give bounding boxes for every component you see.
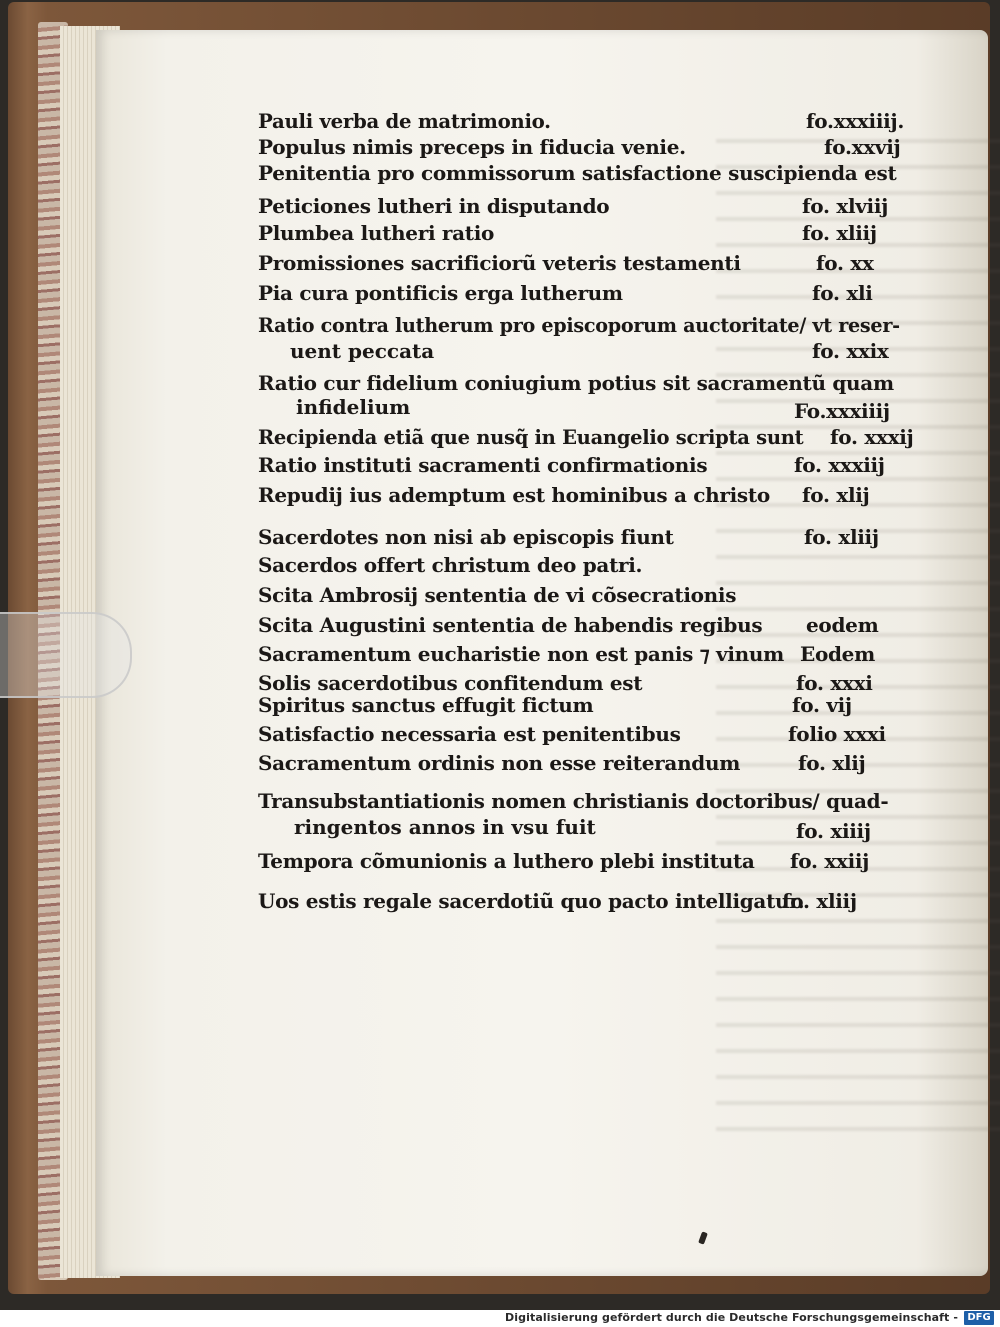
entry-text: Ratio instituti sacramenti confirmationis — [258, 453, 708, 477]
index-entry — [258, 312, 928, 338]
folio-ref-line — [794, 398, 890, 424]
entry-text: Penitentia pro commissorum satisfactione suscipienda est — [258, 161, 897, 185]
entry-text: Transubstantiationis nomen christianis doctoribus/ quad- — [258, 789, 889, 813]
entry-text: Spiritus sanctus effugit fictum — [258, 693, 594, 717]
entry-continuation — [294, 814, 596, 840]
index-entry — [258, 524, 879, 550]
folio-ref: fo. xxxiij — [794, 453, 885, 477]
entry-text: Recipienda etiã que nusq̃ in Euangelio scripta sunt — [258, 425, 804, 449]
index-entry — [258, 452, 885, 478]
entry-text: Repudij ius ademptum est hominibus a christo — [258, 483, 770, 507]
folio-ref: eodem — [806, 613, 879, 637]
entry-text: Satisfactio necessaria est penitentibus — [258, 722, 681, 746]
folio-ref-line — [812, 338, 889, 364]
folio-ref: fo. xxxij — [830, 425, 914, 449]
folio-ref: fo. xx — [816, 251, 874, 275]
folio-ref: fo. xxxi — [796, 671, 873, 695]
entry-text: Populus nimis preceps in fiducia venie. — [258, 135, 686, 159]
index-entry — [258, 552, 642, 578]
entry-text: Ratio contra lutherum pro episcoporum auctoritate/ vt reser- — [258, 313, 900, 337]
folio-ref: fo. xliij — [804, 525, 879, 549]
index-entry — [258, 482, 870, 508]
folio-ref-line — [796, 818, 871, 844]
entry-text: Tempora cõmunionis a luthero plebi instituta — [258, 849, 755, 873]
folio-ref: fo. xliij — [782, 889, 857, 913]
folio-ref: Fo.xxxiiij — [794, 399, 890, 423]
entry-text: Uos estis regale sacerdotiũ quo pacto intelligatur. — [258, 889, 805, 913]
entry-continuation — [290, 338, 434, 364]
entry-text: Sacerdotes non nisi ab episcopis fiunt — [258, 525, 674, 549]
folio-ref: Eodem — [800, 642, 875, 666]
entry-text: Pauli verba de matrimonio. — [258, 109, 551, 133]
index-entry — [258, 280, 873, 306]
index-entry — [258, 193, 889, 219]
footer-bar — [0, 1310, 1000, 1327]
index-entry — [258, 848, 870, 874]
index-entry — [258, 788, 888, 814]
entry-text: Sacerdos offert christum deo patri. — [258, 553, 643, 577]
entry-continuation — [296, 394, 410, 420]
index-entry — [258, 721, 886, 747]
funding-credit: Digitalisierung gefördert durch die Deutsche Forschungsgemeinschaft - — [505, 1311, 958, 1324]
folio-ref: fo.xxvij — [824, 135, 901, 159]
entry-text: Scita Ambrosij sententia de vi cõsecrationis — [258, 583, 737, 607]
index-entry — [258, 641, 875, 667]
folio-ref: folio xxxi — [788, 722, 886, 746]
folio-ref: fo. xiiij — [796, 819, 871, 843]
entry-text: Solis sacerdotibus confitendum est — [258, 671, 643, 695]
index-entry — [258, 160, 896, 186]
index-entry — [258, 108, 905, 134]
index-entry — [258, 888, 857, 914]
index-entry — [258, 692, 852, 718]
folio-ref: fo. xxix — [812, 339, 889, 363]
index-entry — [258, 750, 866, 776]
folio-ref: fo. xliij — [802, 221, 877, 245]
entry-text: Promissiones sacrificiorũ veteris testamenti — [258, 251, 741, 275]
index-entry — [258, 250, 874, 276]
index-entry — [258, 370, 894, 396]
index-entry — [258, 612, 879, 638]
entry-text: Sacramentum eucharistie non est panis ⁊ vinum — [258, 642, 785, 666]
folio-ref: fo. vij — [792, 693, 852, 717]
index-entry — [258, 220, 877, 246]
entry-text: ringentos annos in vsu fuit — [294, 815, 596, 839]
folio-ref: fo. xlviij — [802, 194, 889, 218]
folio-ref: fo. xli — [812, 281, 873, 305]
entry-text: Ratio cur fidelium coniugium potius sit sacramentũ quam — [258, 371, 894, 395]
folio-ref: fo. xlij — [798, 751, 866, 775]
entry-text: Peticiones lutheri in disputando — [258, 194, 610, 218]
folio-ref: fo. xlij — [802, 483, 870, 507]
folio-ref: fo. xxiij — [790, 849, 870, 873]
folio-ref: fo.xxxiiij. — [806, 109, 905, 133]
index-entry — [258, 582, 736, 608]
index-entry — [258, 424, 914, 450]
dfg-logo: DFG — [964, 1311, 994, 1325]
entry-text: Pia cura pontificis erga lutherum — [258, 281, 623, 305]
entry-text: infidelium — [296, 395, 411, 419]
entry-text: Plumbea lutheri ratio — [258, 221, 495, 245]
entry-text: Sacramentum ordinis non esse reiterandum — [258, 751, 741, 775]
entry-text: uent peccata — [290, 339, 435, 363]
entry-text: Scita Augustini sententia de habendis regibus — [258, 613, 763, 637]
index-entry — [258, 134, 901, 160]
